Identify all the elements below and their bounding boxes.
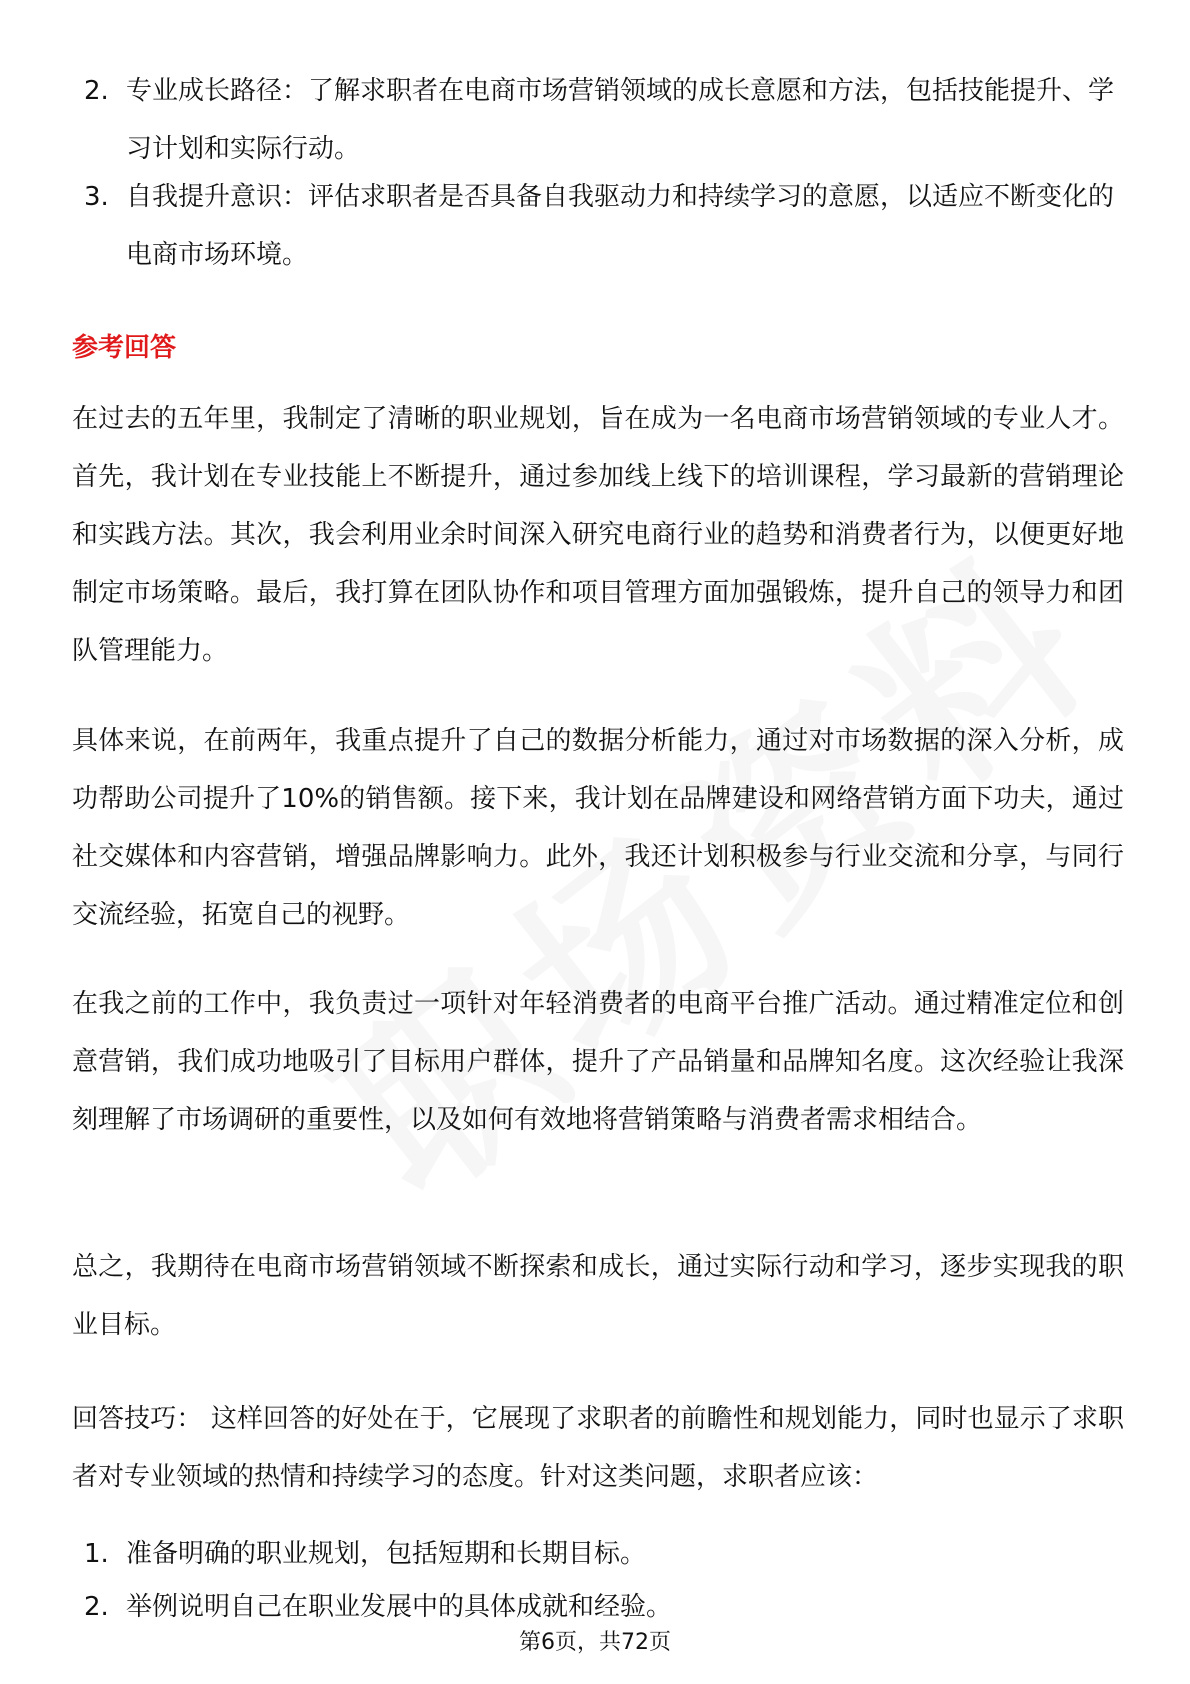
list-item-number: 2.	[84, 76, 109, 106]
list-item-text: 自我提升意识：评估求职者是否具备自我驱动力和持续学习的意愿，以适应不断变化的电商市场环境。	[126, 182, 1115, 270]
paragraph: 具体来说，在前两年，我重点提升了自己的数据分析能力，通过对市场数据的深入分析，成功帮助公司提升了10%的销售额。接下来，我计划在品牌建设和网络营销方面下功夫，通过社交媒体和内容营销，增强品牌影响力。此外，我还计划积极参与行业交流和分享，与同行交流经验，拓宽自己的视野。	[72, 726, 1124, 930]
paragraph: 总之，我期待在电商市场营销领域不断探索和成长，通过实际行动和学习，逐步实现我的职业目标。	[72, 1252, 1124, 1340]
paragraph: 在过去的五年里，我制定了清晰的职业规划，旨在成为一名电商市场营销领域的专业人才。首先，我计划在专业技能上不断提升，通过参加线上线下的培训课程，学习最新的营销理论和实践方法。其次，我会利用业余时间深入研究电商行业的趋势和消费者行为，以便更好地制定市场策略。最后，我打算在团队协作和项目管理方面加强锻炼，提升自己的领导力和团队管理能力。	[72, 404, 1124, 666]
list-item-text: 专业成长路径：了解求职者在电商市场营销领域的成长意愿和方法，包括技能提升、学习计划和实际行动。	[126, 76, 1115, 164]
paragraph: 回答技巧： 这样回答的好处在于，它展现了求职者的前瞻性和规划能力，同时也显示了求职者对专业领域的热情和持续学习的态度。针对这类问题，求职者应该：	[72, 1404, 1124, 1492]
list-item-text: 举例说明自己在职业发展中的具体成就和经验。	[126, 1592, 673, 1622]
list-item-number: 1.	[84, 1539, 109, 1569]
section-heading: 参考回答	[72, 333, 177, 363]
list-item	[72, 62, 1132, 178]
list-item	[72, 168, 1132, 284]
page-number: 第6页，共72页	[519, 1630, 671, 1655]
list-item	[72, 1525, 1132, 1583]
list-item-text: 准备明确的职业规划，包括短期和长期目标。	[126, 1539, 647, 1569]
list-item-number: 3.	[84, 182, 109, 212]
list-item-number: 2.	[84, 1592, 109, 1622]
paragraph: 在我之前的工作中，我负责过一项针对年轻消费者的电商平台推广活动。通过精准定位和创意营销，我们成功地吸引了目标用户群体，提升了产品销量和品牌知名度。这次经验让我深刻理解了市场调研的重要性，以及如何有效地将营销策略与消费者需求相结合。	[72, 989, 1124, 1135]
